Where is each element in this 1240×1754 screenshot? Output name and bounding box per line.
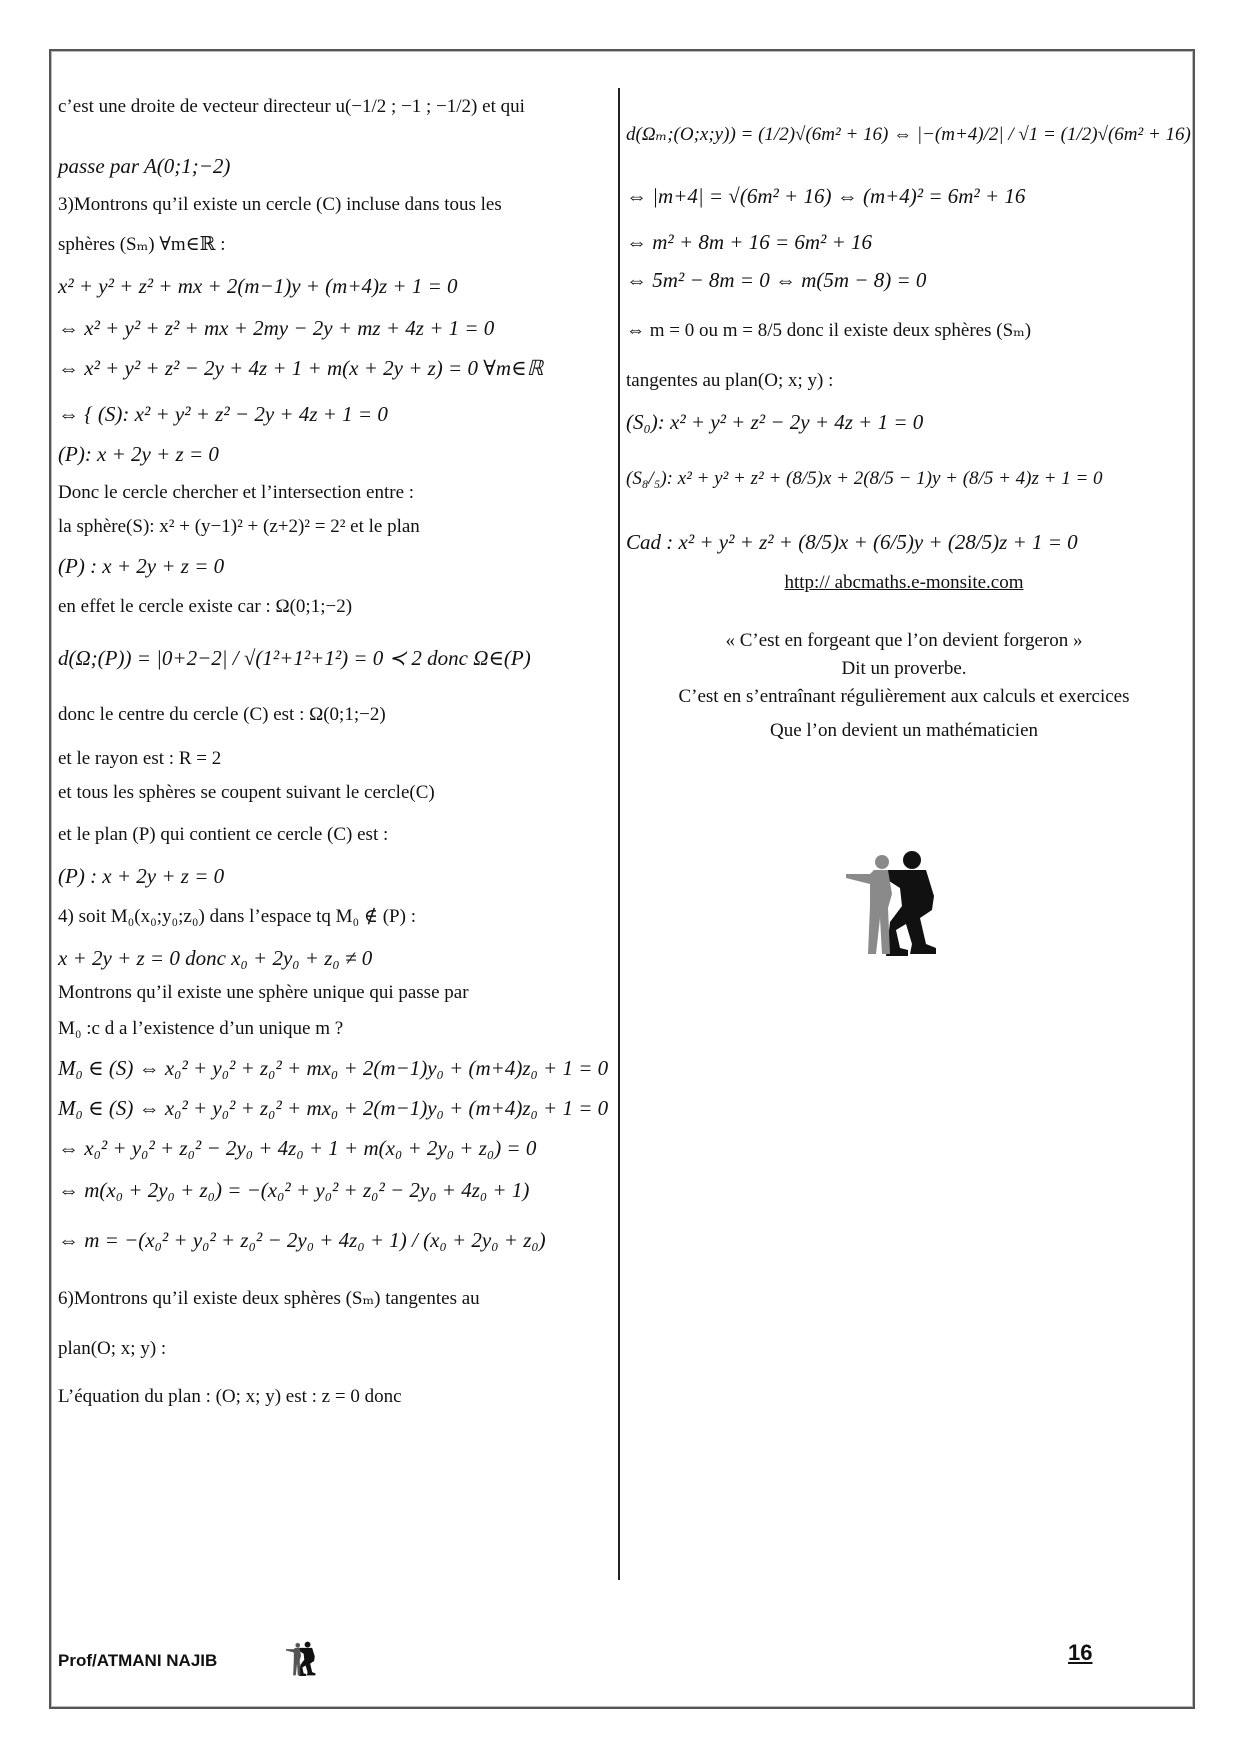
- author-name: Prof/ATMANI NAJIB: [58, 1651, 218, 1670]
- page-number: 16: [1068, 1640, 1093, 1665]
- text-line: ⇔ m = 0 ou m = 8/5 donc il existe deux sphères (Sₘ): [626, 320, 1032, 341]
- math-line: ⇔ m = −(x₀² + y₀² + z₀² − 2y₀ + 4z₀ + 1) / (x₀ + 2y₀ + z₀): [58, 1228, 546, 1252]
- proverb-line: C’est en s’entraînant régulièrement aux calculs et exercices: [678, 686, 1130, 707]
- math-line: ⇔ m² + 8m + 16 = 6m² + 16: [626, 230, 873, 254]
- math-line: d(Ω;(P)) = |0+2−2| / √(1²+1²+1²) = 0 ≺ 2 donc Ω∈(P): [58, 646, 531, 670]
- math-line: (S₀): x² + y² + z² − 2y + 4z + 1 = 0: [626, 410, 924, 434]
- text-line: tangentes au plan(O; x; y) :: [626, 370, 834, 391]
- math-line: passe par A(0;1;−2): [58, 154, 231, 178]
- math-line: ⇔ x² + y² + z² − 2y + 4z + 1 + m(x + 2y + z) = 0 ∀m∈ℝ: [58, 356, 544, 380]
- math-line: ⇔ m(x₀ + 2y₀ + z₀) = −(x₀² + y₀² + z₀² − 2y₀ + 4z₀ + 1): [58, 1178, 530, 1202]
- left-column: [58, 84, 610, 1564]
- text-line: c’est une droite de vecteur directeur u(−1/2 ; −1 ; −1/2) et qui: [58, 96, 525, 117]
- text-line: et le rayon est : R = 2: [58, 748, 222, 769]
- math-line: (S₈/₅): x² + y² + z² + (8/5)x + 2(8/5 − 1)y + (8/5 + 4)z + 1 = 0: [626, 468, 1103, 489]
- text-line: en effet le cercle existe car : Ω(0;1;−2): [58, 596, 353, 617]
- proverb-line: « C’est en forgeant que l’on devient forgeron »: [725, 630, 1083, 651]
- math-line: ⇔ |m+4| = √(6m² + 16) ⇔ (m+4)² = 6m² + 16: [626, 184, 1026, 208]
- author-logo: [284, 1640, 320, 1678]
- section-heading: 3)Montrons qu’il existe un cercle (C) incluse dans tous les: [58, 194, 502, 215]
- section-heading: 4) soit M₀(x₀;y₀;z₀) dans l’espace tq M₀ ∉ (P) :: [58, 906, 416, 927]
- math-line: x² + y² + z² + mx + 2(m−1)y + (m+4)z + 1 = 0: [58, 274, 458, 298]
- math-line: M₀ ∈ (S) ⇔ x₀² + y₀² + z₀² + mx₀ + 2(m−1)y₀ + (m+4)z₀ + 1 = 0: [58, 1096, 609, 1120]
- text-line: plan(O; x; y) :: [58, 1338, 167, 1359]
- text-line: sphères (Sₘ) ∀m∈ℝ :: [58, 234, 226, 255]
- text-line: donc le centre du cercle (C) est : Ω(0;1;−2): [58, 704, 386, 725]
- math-line: ⇔ x² + y² + z² + mx + 2my − 2y + mz + 4z + 1 = 0: [58, 316, 495, 340]
- math-line: Cad : x² + y² + z² + (8/5)x + (6/5)y + (28/5)z + 1 = 0: [626, 530, 1078, 554]
- math-line: ⇔ 5m² − 8m = 0 ⇔ m(5m − 8) = 0: [626, 268, 927, 292]
- text-line: et tous les sphères se coupent suivant le cercle(C): [58, 782, 435, 803]
- math-line: (P) : x + 2y + z = 0: [58, 864, 225, 888]
- math-line: x + 2y + z = 0 donc x₀ + 2y₀ + z₀ ≠ 0: [58, 946, 373, 970]
- math-line: (P): x + 2y + z = 0: [58, 442, 219, 466]
- text-line: M₀ :c d a l’existence d’un unique m ?: [58, 1018, 344, 1039]
- proverb-line: Que l’on devient un mathématicien: [769, 720, 1039, 741]
- right-column: [626, 84, 1191, 884]
- math-line: ⇔ x₀² + y₀² + z₀² − 2y₀ + 4z₀ + 1 + m(x₀ + 2y₀ + z₀) = 0: [58, 1136, 537, 1160]
- text-line: Montrons qu’il existe une sphère unique qui passe par: [58, 982, 469, 1003]
- math-line: M₀ ∈ (S) ⇔ x₀² + y₀² + z₀² + mx₀ + 2(m−1)y₀ + (m+4)z₀ + 1 = 0: [58, 1056, 609, 1080]
- text-line: et le plan (P) qui contient ce cercle (C) est :: [58, 824, 389, 845]
- column-divider: [618, 88, 620, 1580]
- math-line: d(Ωₘ;(O;x;y)) = (1/2)√(6m² + 16) ⇔ |−(m+4)/2| / √1 = (1/2)√(6m² + 16): [626, 124, 1191, 145]
- text-line: L’équation du plan : (O; x; y) est : z = 0 donc: [58, 1386, 402, 1407]
- text-line: Donc le cercle chercher et l’intersection entre :: [58, 482, 415, 503]
- math-line: (P) : x + 2y + z = 0: [58, 554, 225, 578]
- text-line: la sphère(S): x² + (y−1)² + (z+2)² = 2² et le plan: [58, 516, 420, 537]
- section-heading: 6)Montrons qu’il existe deux sphères (Sₘ) tangentes au: [58, 1288, 480, 1309]
- proverb-line: Dit un proverbe.: [841, 658, 967, 679]
- teacher-child-illustration: [840, 848, 950, 960]
- math-line: ⇔ { (S): x² + y² + z² − 2y + 4z + 1 = 0: [58, 402, 388, 426]
- website-link[interactable]: http:// abcmaths.e-monsite.com: [784, 572, 1024, 593]
